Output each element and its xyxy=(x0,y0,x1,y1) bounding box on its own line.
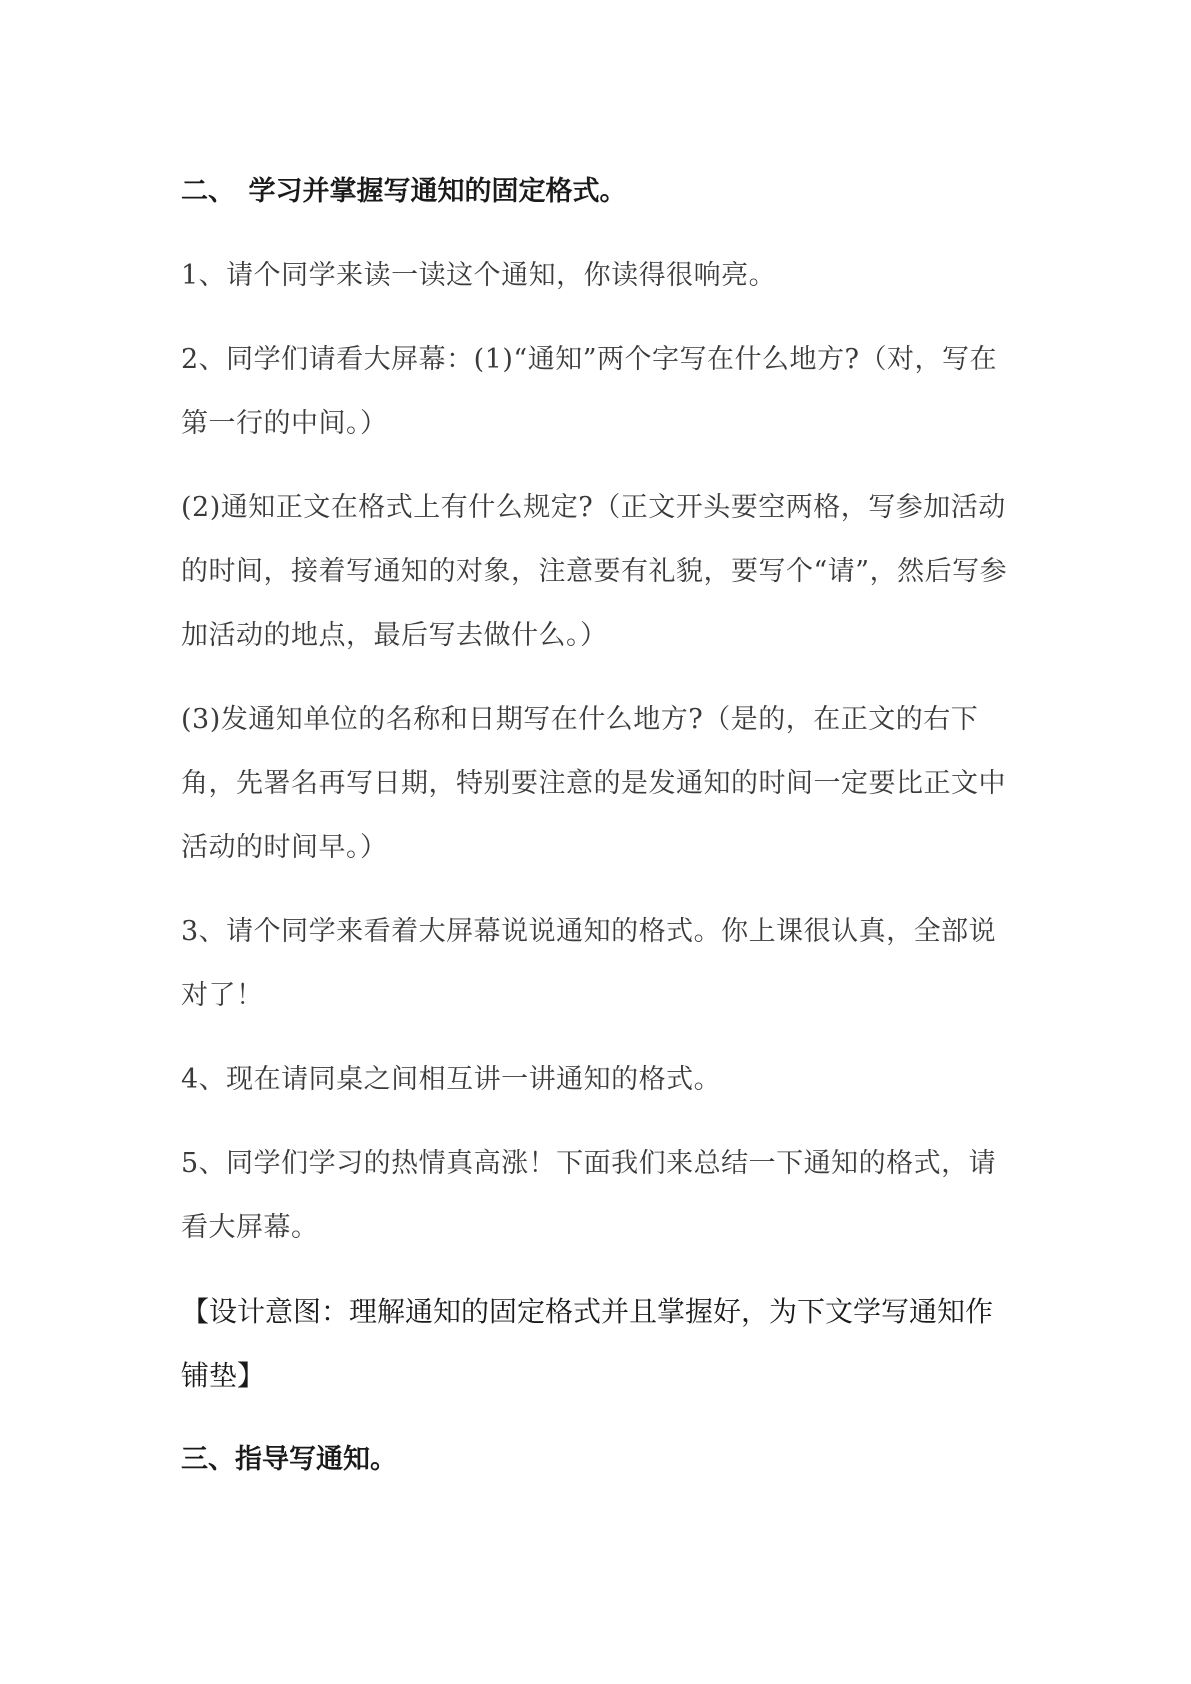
paragraph-step-1: 1、请个同学来读一读这个通知，你读得很响亮。 xyxy=(181,260,777,291)
section-three-heading: 三、指导写通知。 xyxy=(181,1444,397,1475)
paragraph-step-2: 2、同学们请看大屏幕：(1)“通知”两个字写在什么地方?（对，写在第一行的中间。） xyxy=(181,344,998,439)
paragraph-step-3: 3、请个同学来看着大屏幕说说通知的格式。你上课很认真，全部说对了！ xyxy=(181,916,997,1011)
paragraph-step-2-part-2: (2)通知正文在格式上有什么规定?（正文开头要空两格，写参加活动的时间，接着写通知的对象，注意要有礼貌，要写个“请”，然后写参加活动的地点，最后写去做什么。） xyxy=(181,492,1008,651)
paragraph-step-2-part-3: (3)发通知单位的名称和日期写在什么地方?（是的，在正文的右下角，先署名再写日期，特别要注意的是发通知的时间一定要比正文中活动的时间早。） xyxy=(181,704,1006,863)
paragraph-step-5: 5、同学们学习的热情真高涨！下面我们来总结一下通知的格式，请看大屏幕。 xyxy=(181,1148,997,1243)
document-body xyxy=(181,160,1011,1492)
design-intent-note: 【设计意图：理解通知的固定格式并且掌握好，为下文学写通知作铺垫】 xyxy=(181,1295,994,1392)
section-two-heading: 二、 学习并掌握写通知的固定格式。 xyxy=(181,176,627,207)
paragraph-step-4: 4、现在请同桌之间相互讲一讲通知的格式。 xyxy=(181,1064,722,1095)
